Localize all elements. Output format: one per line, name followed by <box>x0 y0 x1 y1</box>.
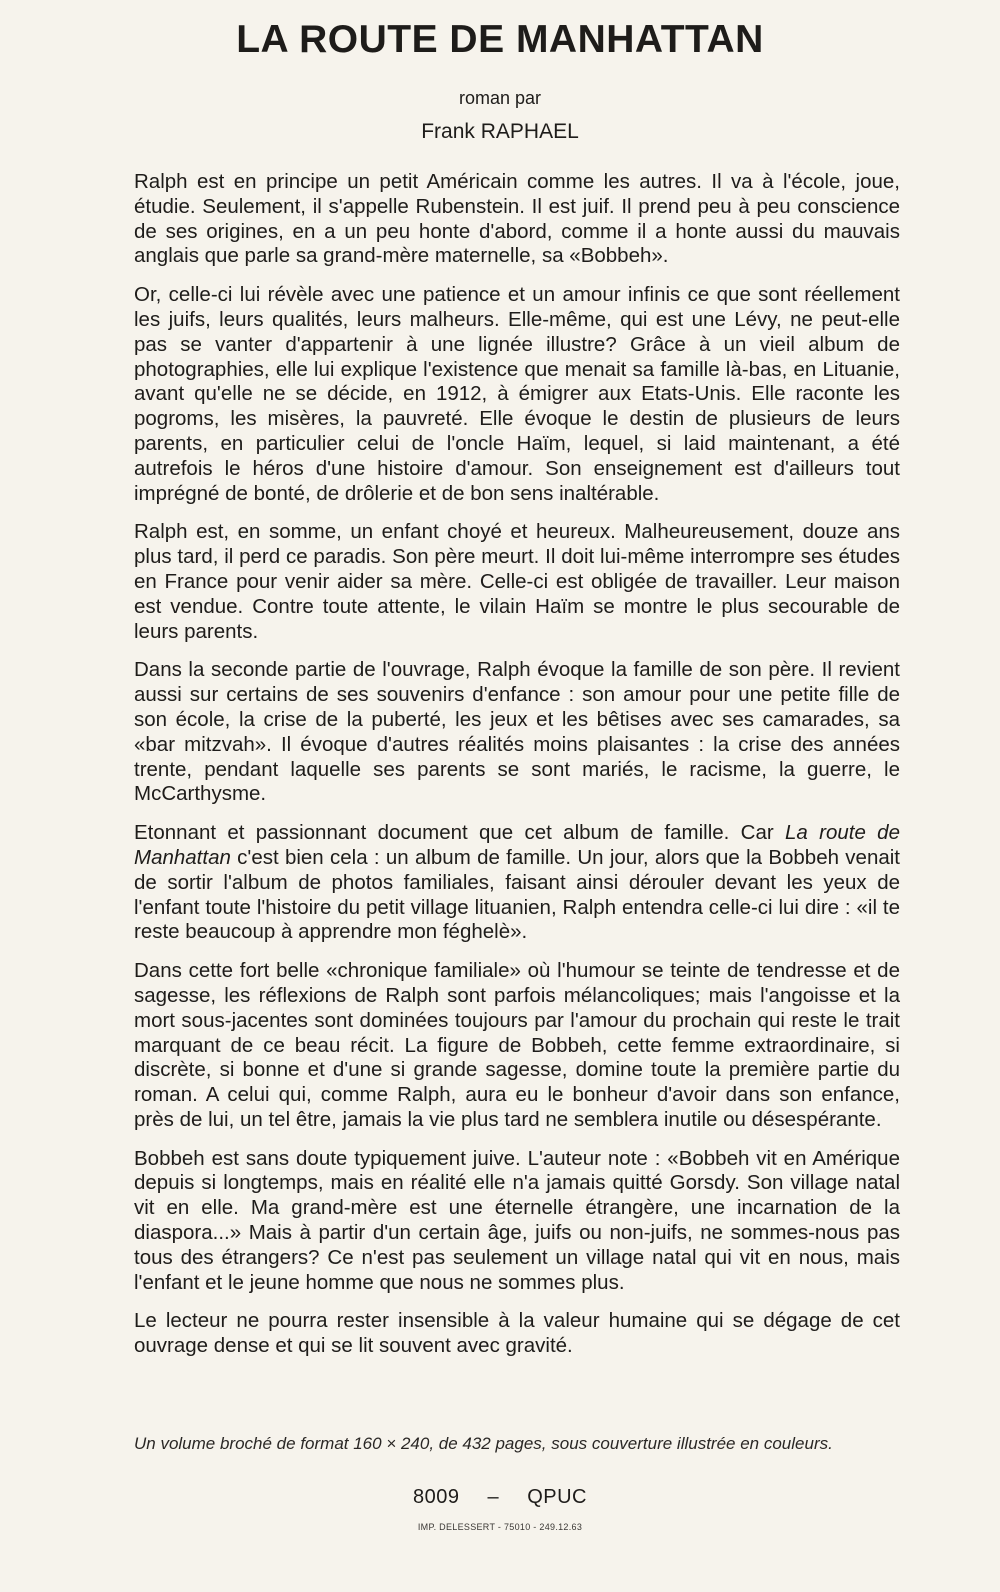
catalog-dash: – <box>487 1486 500 1508</box>
catalog-number: 8009 <box>412 1486 460 1508</box>
paragraph-7: Bobbeh est sans doute typiquement juive. L'auteur note : «Bobbeh vit en Amérique depuis si longtemps, mais en réalité elle n'a jamais quitté Gorsdy. Son village natal vit en elle. Ma grand-mère est une éternelle étrangère, une incarnation de la diaspora...» Mais à partir d'un certain âge, juifs ou non-juifs, ne sommes-nous pas tous des étrangers? Ce n'est pas seulement un village natal qui vit en nous, mais l'enfant et le jeune homme que nous ne sommes plus. <box>134 1146 900 1294</box>
book-title-italic: La route de Manhattan <box>134 821 900 869</box>
paragraph-3: Ralph est, en somme, un enfant choyé et heureux. Malheureusement, douze ans plus tard, il perd ce paradis. Son père meurt. Il doit lui-même interrompre ses études en France pour venir aider sa mère. Celle-ci est obligée de travailler. Leur maison est vendue. Contre toute attente, le vilain Haïm se montre le plus secourable de leurs parents. <box>134 520 900 643</box>
paragraph-4: Dans la seconde partie de l'ouvrage, Ralph évoque la famille de son père. Il revient aussi sur certains de ses souvenirs d'enfance : son amour pour une petite fille de son école, la crise de la puberté, les jeux et les bêtises avec ses camarades, sa «bar mitzvah». Il évoque d'autres réalités moins plaisantes : la crise des années trente, pendant laquelle ses parents se sont mariés, le racisme, la guerre, le McCarthysme. <box>134 658 900 806</box>
format-note: Un volume broché de format 160 × 240, de 432 pages, sous couverture illustrée en couleurs. <box>134 1434 833 1453</box>
body-text <box>134 170 900 1373</box>
catalog-series: QPUC <box>527 1486 588 1508</box>
paragraph-8: Le lecteur ne pourra rester insensible à la valeur humaine qui se dégage de cet ouvrage dense et qui se lit souvent avec gravité. <box>134 1309 900 1358</box>
catalog-code <box>0 1486 1000 1509</box>
author-name: Frank RAPHAEL <box>421 120 579 143</box>
paragraph-1: Ralph est en principe un petit Américain comme les autres. Il va à l'école, joue, étudie. Seulement, il s'appelle Rubenstein. Il est juif. Il prend peu à peu conscience de ses origines, en a un peu honte d'abord, comme il a honte aussi du mauvais anglais que parle sa grand-mère maternelle, sa «Bobbeh». <box>134 170 900 268</box>
document-title: LA ROUTE DE MANHATTAN <box>236 18 764 61</box>
printer-line: IMP. DELESSERT - 75010 - 249.12.63 <box>417 1522 583 1532</box>
paragraph-2: Or, celle-ci lui révèle avec une patience et un amour infinis ce que sont réellement les juifs, leurs qualités, leurs malheurs. Elle-même, qui est une Lévy, ne peut-elle pas se vanter d'appartenir à une lignée illustre? Grâce à un vieil album de photographies, elle lui explique l'existence que menait sa famille là-bas, en Lituanie, avant qu'elle ne se décide, en 1912, à émigrer aux Etats-Unis. Elle raconte les pogroms, les misères, la pauvreté. Elle évoque le destin de plusieurs de leurs parents, en particulier celui de l'oncle Haïm, lequel, si laid maintenant, a été autrefois le héros d'une histoire d'amour. Son enseignement est d'ailleurs tout imprégné de bonté, de drôlerie et de bon sens inaltérable. <box>134 283 900 505</box>
paragraph-6: Dans cette fort belle «chronique familiale» où l'humour se teinte de tendresse et de sagesse, les réflexions de Ralph sont parfois mélancoliques; mais l'angoisse et la mort sous-jacentes sont dominées toujours par l'amour du prochain qui reste le trait marquant de ce beau récit. La figure de Bobbeh, cette femme extraordinaire, si discrète, si bonne et d'une si grande sagesse, domine toute la première partie du roman. A celui qui, comme Ralph, aura eu le bonheur d'avoir dans son enfance, près de lui, un tel être, jamais la vie plus tard ne semblera inutile ou désespérante. <box>134 959 900 1131</box>
byline: roman par <box>458 88 542 108</box>
paragraph-5-start: Etonnant et passionnant document que cet album de famille. Car <box>134 821 786 845</box>
paragraph-5-end: c'est bien cela : un album de famille. Un jour, alors que la Bobbeh venait de sortir l'album de photos familiales, faisant ainsi dérouler devant les yeux de l'enfant toute l'histoire du petit village lituanien, Ralph entendra celle-ci lui dire : «il te reste beaucoup à apprendre mon féghelè». <box>134 845 900 944</box>
paragraph-5 <box>134 821 900 945</box>
